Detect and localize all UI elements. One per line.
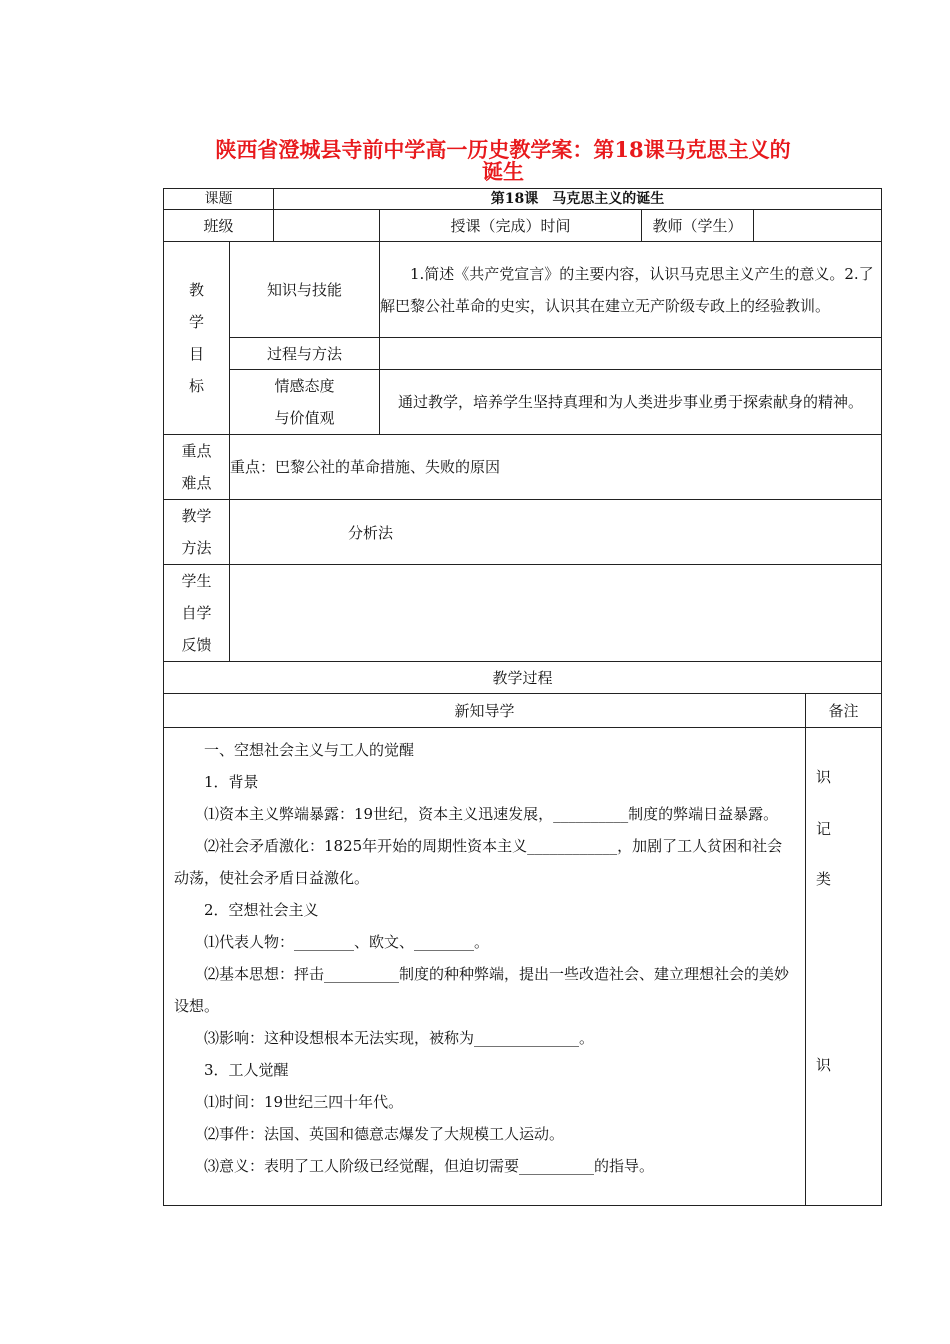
key-points-label (164, 435, 230, 500)
goals-label-char: 学 (188, 313, 204, 331)
method-label (164, 500, 230, 565)
time-label: 授课（完成）时间 (380, 210, 642, 242)
feedback-label-line: 学生 (181, 572, 212, 590)
knowledge-text: 1.简述《共产党宣言》的主要内容，认识马克思主义产生的意义。2.了解巴黎公社革命的史实，认识其在建立无产阶级专政上的经验教训。 (380, 242, 882, 338)
method-row (164, 500, 882, 565)
method-text (230, 500, 882, 565)
method-label-line: 方法 (181, 539, 212, 557)
emotion-label (230, 370, 380, 435)
key-points-text: 重点：巴黎公社的革命措施、失败的原因 (230, 435, 882, 500)
method-value: 分析法 (348, 523, 394, 542)
content-item: ⑵基本思想：抨击__________制度的种种弊端，提出一些改造社会、建立理想社会的美妙设想。 (174, 965, 790, 1015)
class-label: 班级 (164, 210, 274, 242)
lesson-plan-table (163, 188, 882, 1206)
emotion-label-line: 与价值观 (274, 409, 335, 427)
goal-emotion-row (164, 370, 882, 435)
content-body (164, 728, 806, 1206)
process-header-row (164, 662, 882, 694)
knowledge-label: 知识与技能 (230, 242, 380, 338)
method-label-line: 教学 (181, 507, 212, 525)
content-item: ⑴时间：19世纪三四十年代。 (204, 1093, 404, 1111)
goals-label-char: 目 (188, 345, 204, 363)
note-text: 识 (816, 768, 832, 786)
topic-label: 课题 (164, 189, 274, 210)
feedback-row (164, 565, 882, 662)
title-line-2: 诞生 (482, 159, 524, 184)
key-points-row (164, 435, 882, 500)
column-new-knowledge: 新知导学 (164, 694, 806, 728)
goals-label-char: 教 (188, 281, 204, 299)
goals-label-char: 标 (188, 377, 204, 395)
emotion-label-line: 情感态度 (274, 377, 335, 395)
goal-knowledge-row (164, 242, 882, 338)
subheading: 3．工人觉醒 (204, 1061, 289, 1079)
title-line-1: 陕西省澄城县寺前中学高一历史教学案：第18课马克思主义的 (215, 137, 791, 162)
feedback-text[interactable] (230, 565, 882, 662)
teacher-value[interactable] (754, 210, 882, 242)
content-item: ⑶影响：这种设想根本无法实现，被称为______________。 (204, 1029, 595, 1047)
notes-column (806, 728, 882, 1206)
process-header: 教学过程 (164, 662, 882, 694)
subheading: 1．背景 (204, 773, 259, 791)
class-row (164, 210, 882, 242)
document-title (163, 136, 843, 186)
goal-process-row (164, 338, 882, 370)
columns-row (164, 694, 882, 728)
key-points-label-line: 难点 (181, 474, 212, 492)
content-item: ⑴资本主义弊端暴露：19世纪，资本主义迅速发展，__________制度的弊端日益暴露。 (204, 805, 779, 823)
feedback-label (164, 565, 230, 662)
teacher-label: 教师（学生） (642, 210, 754, 242)
class-value[interactable] (274, 210, 380, 242)
content-row (164, 728, 882, 1206)
emotion-text: 通过教学，培养学生坚持真理和为人类进步事业勇于探索献身的精神。 (380, 370, 882, 435)
section-heading: 一、空想社会主义与工人的觉醒 (204, 741, 415, 759)
content-item: ⑶意义：表明了工人阶级已经觉醒，但迫切需要__________的指导。 (204, 1157, 655, 1175)
note-text: 识 (816, 1056, 832, 1074)
feedback-label-line: 反馈 (181, 636, 212, 654)
content-item: ⑴代表人物：________、欧文、________。 (204, 933, 490, 951)
key-points-label-line: 重点 (181, 442, 212, 460)
column-notes: 备注 (806, 694, 882, 728)
topic-value: 第18课 马克思主义的诞生 (274, 189, 882, 210)
content-item: ⑵事件：法国、英国和德意志爆发了大规模工人运动。 (204, 1125, 565, 1143)
note-text: 类 (816, 870, 832, 888)
content-item: ⑵社会矛盾激化：1825年开始的周期性资本主义____________，加剧了工人贫困和社会动荡，使社会矛盾日益激化。 (174, 837, 783, 887)
note-text: 记 (816, 820, 832, 838)
topic-row (164, 189, 882, 210)
feedback-label-line: 自学 (181, 604, 212, 622)
process-label: 过程与方法 (230, 338, 380, 370)
goals-label (164, 242, 230, 435)
process-text (380, 338, 882, 370)
subheading: 2．空想社会主义 (204, 901, 319, 919)
